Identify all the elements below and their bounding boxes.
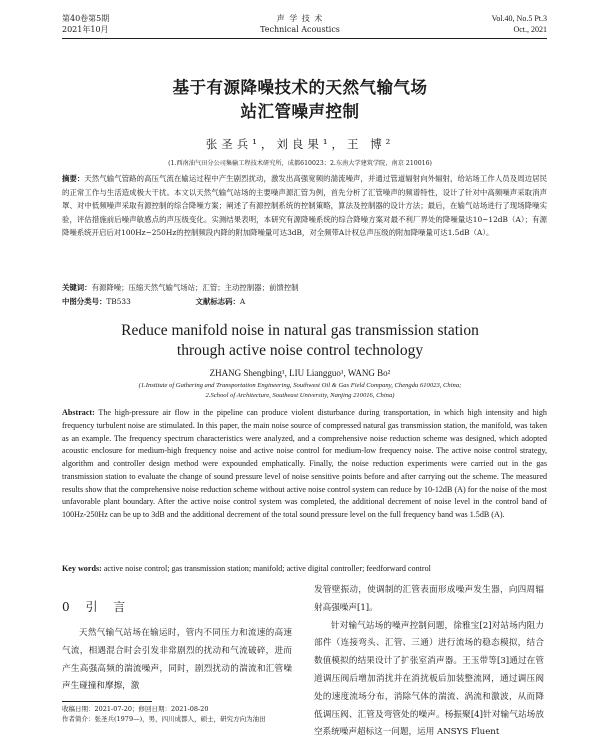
intro-paragraph: 天然气输气站场在输运时，管内不同压力和流速的高速气流，相遇混合时会引发非常剧烈的扰动和气流破碎，进而产生高强高频的湍流噪声，同时，剧烈扰动的湍流和汇管噪声生碰撞和摩擦，激 [62,628,292,692]
cn-keywords [62,281,547,294]
cn-affiliation: (1.西南油气田分公司集输工程技术研究所，成都610023；2.东南大学建筑学院，南京 210016) [168,160,432,167]
en-title-line2: through active noise control technology [176,342,424,359]
cn-abstract-label: 摘要： [62,174,85,183]
en-authors: ZHANG Shengbing¹, LIU Liangguo¹, WANG Bo² [209,368,391,378]
cn-clc-label: 中图分类号： [62,297,107,306]
en-abstract-text: The high-pressure air flow in the pipeline can produce violent disturbance during transportation, in which high intensity and high frequency turbulent noise are stimulated. In this paper, the main noise source of compressed natural gas transmission station, the manifold, was taken as an example. The frequency spectrum characteristics were analyzed, and a comprehensive noise reduction scheme was designed, which adopted acoustic enclosure for medium-high frequency noise and active noise control for medium-low frequency noise. The active noise control strategy, algorithm and controller design method were expounded emphatically. Finally, the noise reduction experiments were carried out in the gas transmission station to evaluate the change of sound pressure level of noise sensitive points before and after carrying out the scheme. The measured results show that the comprehensive noise reduction scheme without active noise control system can reduce by 10-12dB (A) for the noise of the most unfavorable plant boundary. After the active noise control system was completed, the additional decrement of noise level in the control band of 100Hz-250Hz can be up to 3dB and the additional decrement of the total sound pressure level on the full frequency band was 1.5dB (A). [62,408,547,519]
cn-keywords-label: 关键词： [62,283,92,292]
right-column [314,582,544,742]
cn-clc-value: TB533 [106,297,131,306]
header-volume: Vol.40, No.5 Pt.3 [491,14,547,23]
cn-doc-label: 文献标志码： [195,297,240,306]
en-affiliation-line2: 2.School of Architecture, Southeast University, Nanjing 210016, China) [205,392,395,399]
en-title-line1: Reduce manifold noise in natural gas transmission station [121,322,479,339]
header-rule [62,38,547,39]
cn-doc-value: A [239,297,246,306]
footnote-author-info: 作者简介：张圣兵(1979—)，男，四川成都人，硕士，研究方向为油田 [62,715,266,723]
cn-abstract [62,172,547,240]
right-paragraph-2: 针对输气站场的噪声控制问题，徐雅宝[2]对站场内阻力部件（连接弯头、汇管、三通）进行流场的稳态模拟，结合数值模拟的结果设计了扩张室消声器。王玉带等[3]通过在管道调压阀后增加消扰并在消扰板后加装整流网，通过调压阀处的速度流场分布，消除气体的湍流、涡流和激波，从而降低调压阀、汇管及弯管处的噪声。杨振聚[4]针对输气站场放空系统噪声超标这一问题，运用 ANSYS Fluent [314,620,544,738]
cn-title-line1: 基于有源降噪技术的天然气输气场 [172,78,428,97]
header-journal-issue: 第40卷第5期 [62,14,110,23]
header-journal-name-cn: 声 学 技 术 [276,14,324,23]
header-date-en: Oct., 2021 [513,25,547,34]
right-paragraph-1: 发管壁振动，使调制的汇管表面形成噪声发生器，向四周辐射高强噪声[1]。 [314,585,544,613]
cn-authors: 张圣兵¹，刘良果¹，王 博² [205,137,395,151]
cn-abstract-text: 天然气输气管路的高压气流在输运过程中产生剧烈扰动，激发出高强宽频的湍流噪声，并通过管道辐射向外辐射，给站场工作人员及周边居民的正常工作与生活造成极大干扰。本文以天然气输气站场的主要噪声源汇管为例，首先分析了汇管噪声的频谱特性，设计了针对中高频噪声采取消声罩、对中低频噪声采取有源控制的综合降噪方案；阐述了有源控制系统的控制策略，算法及控制器的设计方法；最后，在输气站场进行了现场降噪实验，评估措施前后噪声敏感点的声压级变化。实测结果表明，本研究有源降噪系统的综合降噪方案对最不利厂界处的降噪量达10~12dB（A）；有源降噪系统开启后对100Hz~250Hz的控制频段内降的附加降噪量可达3dB，对全频带A计权总声压级的附加降噪量可达1.5dB（A）。 [62,174,547,238]
en-abstract-label: Abstract: [62,408,95,417]
left-column [62,625,292,696]
en-keywords [62,563,547,575]
footnote-rule [62,701,152,702]
en-keywords-label: Key words: [62,564,102,573]
header-journal-name-en: Technical Acoustics [260,25,340,34]
en-affiliation-line1: (1.Institute of Gathering and Transportation Engineering, Southwest Oil & Gas Field Company, Chengdu 610023, China; [138,382,462,389]
cn-keywords-text: 有源降噪；压缩天然气输气场站；汇管；主动控制器；前馈控制 [91,283,299,292]
en-abstract [62,407,547,522]
cn-classification [62,295,547,308]
section-heading-introduction: 0 引 言 [62,600,132,614]
cn-title-line2: 站汇管噪声控制 [240,102,360,121]
header-journal-date: 2021年10月 [62,25,109,34]
en-keywords-text: active noise control; gas transmission station; manifold; active digital controller; feedforward control [103,564,431,573]
footnote-received: 收稿日期：2021-07-20；修回日期：2021-08-20 [62,705,209,713]
